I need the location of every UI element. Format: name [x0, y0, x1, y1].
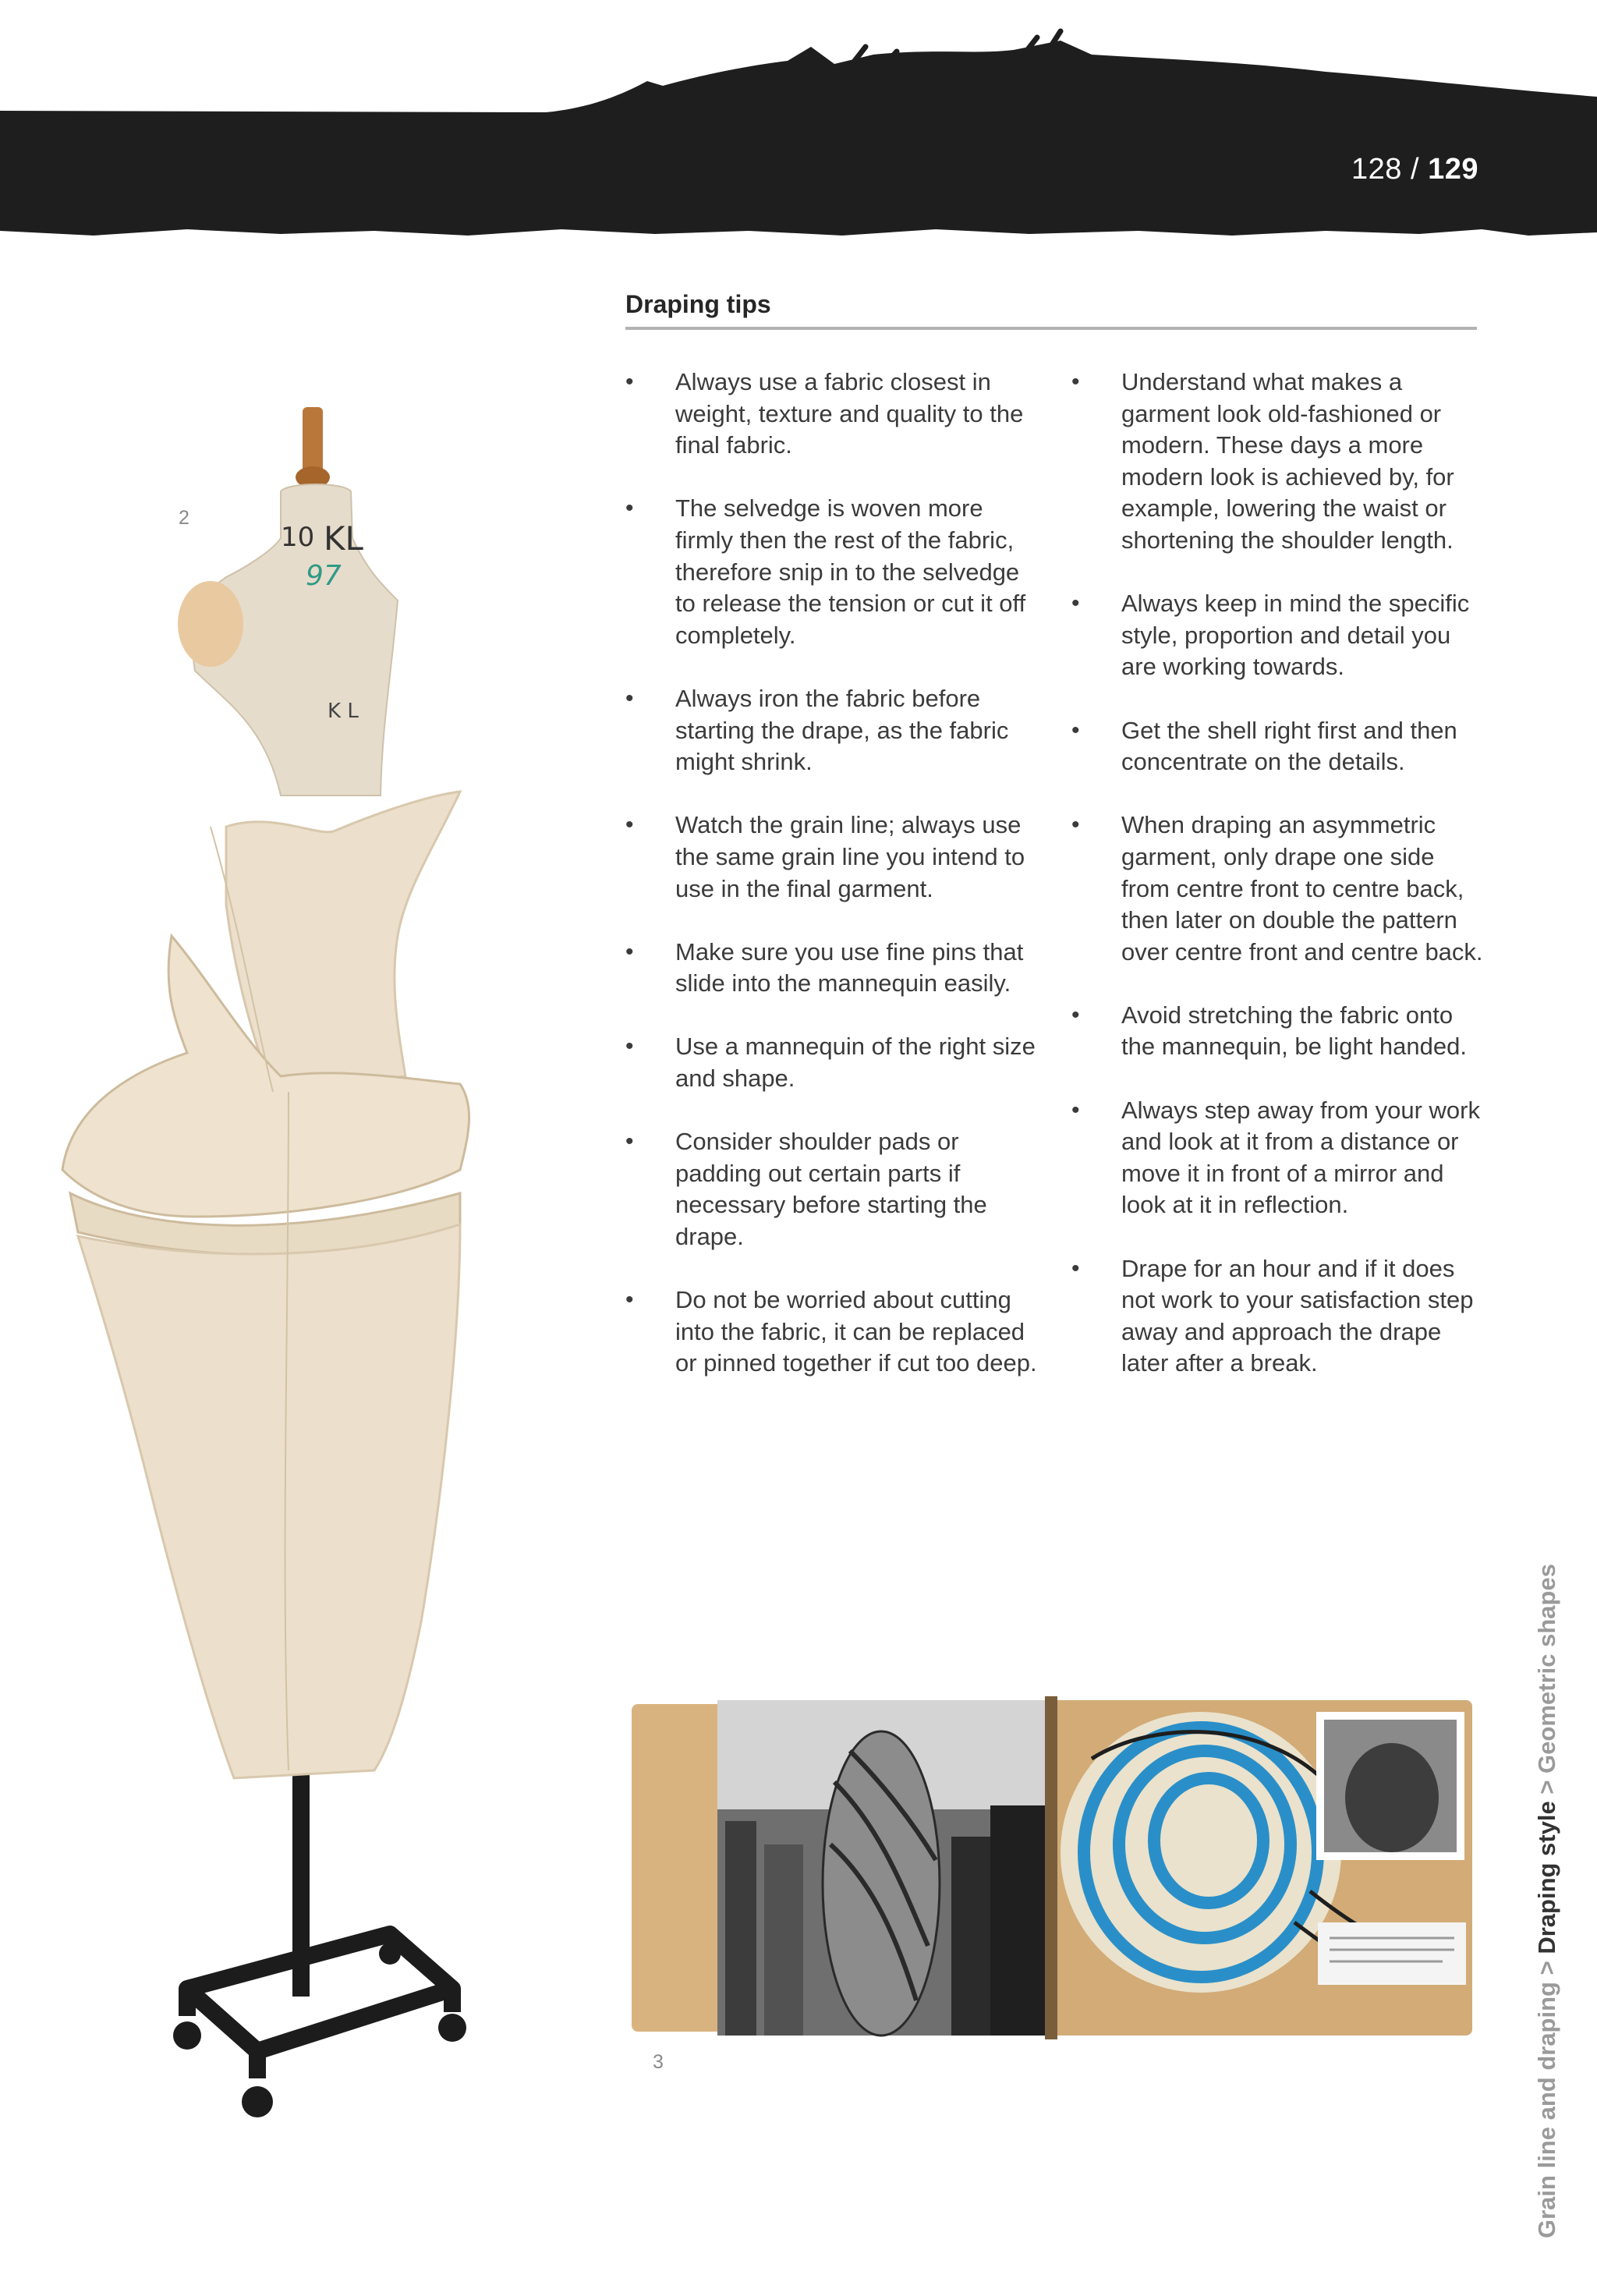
breadcrumb-part: Geometric shapes: [1533, 1564, 1560, 1773]
calico-bodice: [226, 792, 460, 1092]
section-title: Draping tips: [625, 290, 1477, 330]
bullet: •: [1071, 369, 1080, 395]
city-hall-building: [1345, 1743, 1439, 1852]
tip-text: Watch the grain line; always use the same grain line you intend to use in the final garment.: [675, 811, 1025, 902]
mannequin-logo-mark: K L: [328, 700, 359, 723]
stand-wheel: [242, 2086, 273, 2117]
sketchbook-spine: [1045, 1696, 1057, 2039]
side-breadcrumb: [1533, 1564, 1561, 2238]
bullet: •: [625, 495, 634, 522]
tip-item: [625, 493, 1039, 651]
tip-item: [625, 683, 1039, 778]
tip-item: [1071, 810, 1485, 968]
tip-text: Always step away from your work and look at it from a distance or move it in front of a mirror and look at it in reflection.: [1121, 1096, 1480, 1219]
breadcrumb-part: Grain line and draping: [1533, 1982, 1560, 2238]
tip-item: [625, 1284, 1039, 1380]
tip-text: Drape for an hour and if it does not work to your satisfaction step away and approach the drape later after a break.: [1121, 1254, 1474, 1377]
tip-item: [1071, 1095, 1485, 1221]
breadcrumb-current: Draping style: [1533, 1801, 1560, 1954]
tip-item: [1071, 715, 1485, 778]
tip-text: Do not be worried about cutting into the fabric, it can be replaced or pinned together if cut too deep.: [675, 1286, 1037, 1377]
tip-item: [1071, 1000, 1485, 1063]
bullet: •: [1071, 1255, 1080, 1281]
bullet: •: [625, 938, 634, 965]
tip-item: [625, 367, 1039, 462]
mannequin-initials-mark: KL: [324, 519, 363, 558]
tip-text: When draping an asymmetric garment, only drape one side from centre front to centre back, then later on double the pattern over centre front and centre back.: [1121, 811, 1483, 966]
tip-text: Always keep in mind the specific style, proportion and detail you are working towards.: [1121, 590, 1470, 681]
mannequin-number-mark: 97: [306, 560, 342, 592]
page-number: 128 / 129: [1351, 153, 1478, 186]
tip-text: Understand what makes a garment look old-fashioned or modern. These days a more modern look is achieved by, for example, lowering the waist or shortening the shoulder length.: [1121, 368, 1454, 554]
figure-label-sketchbook: 3: [653, 2051, 664, 2073]
bullet: •: [625, 1287, 634, 1313]
sketch-caption-card: [1318, 1922, 1466, 1985]
bullet: •: [1071, 717, 1080, 743]
mannequin-shoulder-cap: [178, 581, 243, 667]
tip-text: The selvedge is woven more firmly then the rest of the fabric, therefore snip in to the selvedge to release the tension or cut it off completely.: [675, 494, 1026, 649]
bullet: •: [1071, 812, 1080, 838]
bullet: •: [625, 1033, 634, 1060]
tips-list-left: [625, 367, 1039, 1412]
breadcrumb-separator: >: [1533, 1954, 1560, 1982]
tip-text: Make sure you use fine pins that slide into the mannequin easily.: [675, 937, 1024, 997]
tip-text: Always use a fabric closest in weight, texture and quality to the final fabric.: [675, 368, 1024, 459]
calico-skirt: [78, 1224, 460, 1778]
sketchbook-image: [624, 1688, 1482, 2047]
tip-item: [625, 1031, 1039, 1094]
tip-text: Avoid stretching the fabric onto the mannequin, be light handed.: [1121, 1001, 1467, 1061]
tip-item: [1071, 588, 1485, 683]
header-brush-band: [0, 0, 1597, 250]
wood-finial: [303, 407, 323, 476]
tip-item: [625, 810, 1039, 905]
breadcrumb-separator: >: [1533, 1773, 1560, 1802]
tip-item: [625, 937, 1039, 1000]
tips-list-right: [1071, 367, 1485, 1412]
tip-text: Consider shoulder pads or padding out certain parts if necessary before starting the drape.: [675, 1128, 987, 1251]
bullet: •: [1071, 1097, 1080, 1123]
bullet: •: [1071, 590, 1080, 617]
brush-band-shape: [0, 41, 1597, 236]
bullet: •: [625, 812, 634, 838]
mannequin-size-mark: 10: [281, 522, 315, 553]
gherkin-tower: [823, 1731, 940, 2036]
bullet: •: [625, 685, 634, 711]
tip-text: Always iron the fabric before starting the drape, as the fabric might shrink.: [675, 684, 1009, 776]
bullet: •: [625, 1129, 634, 1155]
stand-wheel: [438, 2014, 466, 2042]
tip-item: [1071, 367, 1485, 557]
tip-item: [625, 1126, 1039, 1253]
bullet: •: [625, 369, 634, 395]
mannequin-image: [55, 390, 491, 2137]
stand-wheel: [173, 2021, 201, 2050]
bullet: •: [1071, 1001, 1080, 1028]
tip-item: [1071, 1253, 1485, 1380]
stand-wheel: [379, 1943, 401, 1965]
stand-base: [187, 1934, 452, 2078]
tip-text: Get the shell right first and then concentrate on the details.: [1121, 716, 1457, 776]
figure-label-mannequin: 2: [179, 507, 189, 529]
tip-text: Use a mannequin of the right size and shape.: [675, 1033, 1036, 1093]
